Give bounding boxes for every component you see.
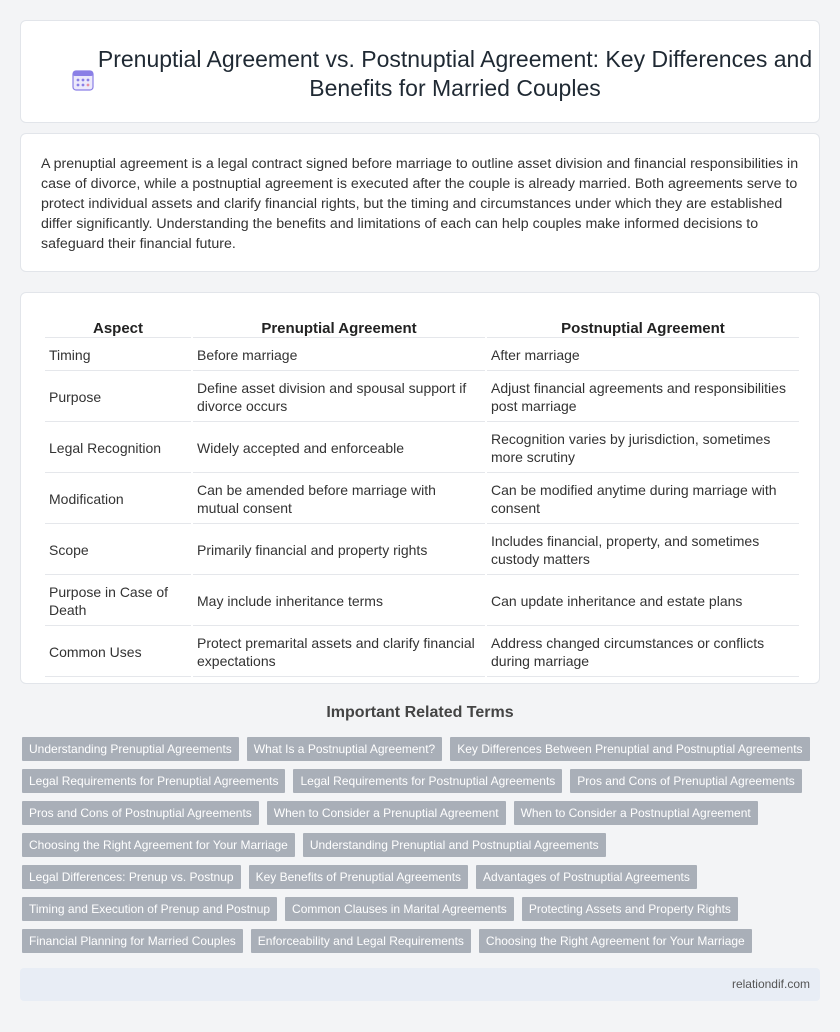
related-terms-heading: Important Related Terms (326, 704, 514, 721)
related-term-tag[interactable]: Legal Requirements for Prenuptial Agreements (22, 769, 285, 793)
related-term-tag[interactable]: Protecting Assets and Property Rights (522, 897, 738, 921)
cell-aspect: Timing (45, 340, 191, 371)
cell-aspect: Legal Recognition (45, 424, 191, 473)
cell-postnuptial: Address changed circumstances or conflicts during marriage (487, 628, 799, 677)
related-term-tag[interactable]: Understanding Prenuptial and Postnuptial Agreements (303, 833, 606, 857)
cell-aspect: Purpose in Case of Death (45, 577, 191, 626)
intro-paragraph: A prenuptial agreement is a legal contract signed before marriage to outline asset division and financial responsibilities in case of divorce, while a postnuptial agreement is executed after the couple is already married. Both agreements serve to protect individual assets and clarify financial rights, but the timing and circumstances under which they are established differ significantly. Understanding the benefits and limitations of each can help couples make informed decisions to safeguard their financial future. (41, 156, 799, 252)
related-term-tag[interactable]: What Is a Postnuptial Agreement? (247, 737, 442, 761)
header-postnuptial: Postnuptial Agreement (487, 317, 799, 338)
related-term-tag[interactable]: Key Differences Between Prenuptial and Postnuptial Agreements (450, 737, 809, 761)
related-term-tag[interactable]: Key Benefits of Prenuptial Agreements (249, 865, 468, 889)
related-term-tag[interactable]: Advantages of Postnuptial Agreements (476, 865, 697, 889)
comparison-table (43, 315, 801, 679)
cell-postnuptial: After marriage (487, 340, 799, 371)
table-row (45, 340, 799, 371)
title-card (20, 20, 820, 123)
cell-aspect: Purpose (45, 373, 191, 422)
related-term-tag[interactable]: Choosing the Right Agreement for Your Marriage (479, 929, 752, 953)
related-term-tag[interactable]: When to Consider a Postnuptial Agreement (514, 801, 758, 825)
cell-prenuptial: Primarily financial and property rights (193, 526, 485, 575)
table-row (45, 373, 799, 422)
cell-prenuptial: Before marriage (193, 340, 485, 371)
page-title: Prenuptial Agreement vs. Postnuptial Agreement: Key Differences and Benefits for Married Couples (97, 46, 813, 101)
table-row (45, 475, 799, 524)
cell-aspect: Common Uses (45, 628, 191, 677)
cell-postnuptial: Includes financial, property, and sometimes custody matters (487, 526, 799, 575)
related-term-tag[interactable]: Legal Differences: Prenup vs. Postnup (22, 865, 241, 889)
cell-postnuptial: Adjust financial agreements and responsibilities post marriage (487, 373, 799, 422)
table-row (45, 424, 799, 473)
header-aspect: Aspect (45, 317, 191, 338)
header-prenuptial: Prenuptial Agreement (193, 317, 485, 338)
cell-prenuptial: Can be amended before marriage with mutual consent (193, 475, 485, 524)
table-header-row (45, 317, 799, 338)
related-term-tag[interactable]: Choosing the Right Agreement for Your Marriage (22, 833, 295, 857)
cell-postnuptial: Can be modified anytime during marriage with consent (487, 475, 799, 524)
intro-card (20, 133, 820, 272)
footer-site-name[interactable]: relationdif.com (731, 977, 810, 991)
related-term-tag[interactable]: Financial Planning for Married Couples (22, 929, 243, 953)
related-term-tag[interactable]: Legal Requirements for Postnuptial Agreements (293, 769, 562, 793)
footer (20, 968, 820, 1001)
related-term-tag[interactable]: Pros and Cons of Postnuptial Agreements (22, 801, 259, 825)
cell-postnuptial: Can update inheritance and estate plans (487, 577, 799, 626)
cell-postnuptial: Recognition varies by jurisdiction, sometimes more scrutiny (487, 424, 799, 473)
cell-prenuptial: Widely accepted and enforceable (193, 424, 485, 473)
related-terms-list (22, 737, 822, 953)
related-term-tag[interactable]: Timing and Execution of Prenup and Postnup (22, 897, 277, 921)
related-term-tag[interactable]: When to Consider a Prenuptial Agreement (267, 801, 506, 825)
cell-prenuptial: May include inheritance terms (193, 577, 485, 626)
table-row (45, 526, 799, 575)
table-row (45, 628, 799, 677)
related-term-tag[interactable]: Common Clauses in Marital Agreements (285, 897, 514, 921)
related-term-tag[interactable]: Understanding Prenuptial Agreements (22, 737, 239, 761)
cell-prenuptial: Define asset division and spousal support if divorce occurs (193, 373, 485, 422)
comparison-table-card (20, 292, 820, 684)
related-term-tag[interactable]: Enforceability and Legal Requirements (251, 929, 471, 953)
table-row (45, 577, 799, 626)
cell-prenuptial: Protect premarital assets and clarify financial expectations (193, 628, 485, 677)
cell-aspect: Modification (45, 475, 191, 524)
cell-aspect: Scope (45, 526, 191, 575)
related-term-tag[interactable]: Pros and Cons of Prenuptial Agreements (570, 769, 801, 793)
